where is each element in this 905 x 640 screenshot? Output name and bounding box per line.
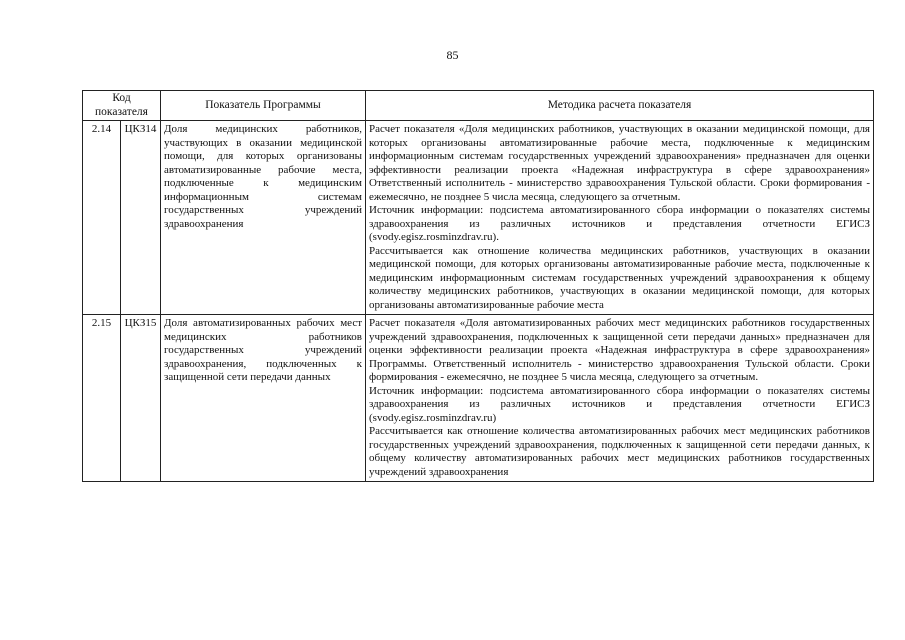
method-paragraph: Рассчитывается как отношение количества медицинских работников, участвующих в оказании медицинской помощи, для которых организованы автоматизированные рабочие места, подключенные к медицинским информационным системам государственных учреждений здравоохранения к общему количеству медицинских работников, участвующих в оказании медицинской помощи, для которых организованы автоматизированные рабочие места <box>369 244 870 311</box>
method-cell <box>366 121 874 315</box>
method-paragraph: Расчет показателя «Доля медицинских работников, участвующих в оказании медицинской помощи, для которых организованы автоматизированные рабочие места, подключенные к медицинским информационным системам государственных учреждений здравоохранения» предназначен для оценки эффективности реализации проекта «Надежная инфраструктура в сфере здравоохранения» Ответственный исполнитель - министерство здравоохранения Тульской области. Сроки формирования - ежемесячно, не позднее 5 числа месяца, следующего за отчетным. <box>369 123 870 203</box>
header-code: Код показателя <box>83 91 161 121</box>
indicator-code: ЦКЗ15 <box>121 315 161 482</box>
method-cell <box>366 315 874 482</box>
table-row <box>83 315 874 482</box>
indicator-name: Доля автоматизированных рабочих мест медицинских работников государственных учреждений здравоохранения, подключенных к защищенной сети передачи данных <box>161 315 366 482</box>
table-row <box>83 121 874 315</box>
header-method: Методика расчета показателя <box>366 91 874 121</box>
indicator-name: Доля медицинских работников, участвующих в оказании медицинской помощи, для которых организованы автоматизированные рабочие места, подключенные к медицинским информационным системам государственных учреждений здравоохранения <box>161 121 366 315</box>
method-paragraph: Источник информации: подсистема автоматизированного сбора информации о показателях системы здравоохранения из различных источников и представления отчетности ЕГИСЗ (svody.egisz.rosminzdrav.ru). <box>369 204 870 243</box>
row-number: 2.14 <box>83 121 121 315</box>
indicator-code: ЦКЗ14 <box>121 121 161 315</box>
indicators-table <box>82 90 874 482</box>
row-number: 2.15 <box>83 315 121 482</box>
table-header-row <box>83 91 874 121</box>
method-paragraph: Рассчитывается как отношение количества автоматизированных рабочих мест медицинских работников государственных учреждений здравоохранения, подключенных к защищенной сети передачи данных, к общему количеству автоматизированных рабочих мест медицинских работников государственных учреждений здравоохранения <box>369 425 870 478</box>
method-paragraph: Источник информации: подсистема автоматизированного сбора информации о показателях системы здравоохранения из различных источников и представления отчетности ЕГИСЗ (svody.egisz.rosminzdrav.ru) <box>369 384 870 424</box>
page-number: 85 <box>446 48 459 62</box>
header-indicator: Показатель Программы <box>161 91 366 121</box>
method-paragraph: Расчет показателя «Доля автоматизированных рабочих мест медицинских работников государственных учреждений здравоохранения, подключенных к защищенной сети передачи данных» предназначен для оценки эффективности реализации проекта «Надежная инфраструктура в сфере здравоохранения» Программы. Ответственный исполнитель - министерство здравоохранения Тульской области. Сроки формирования - ежемесячно, не позднее 5 числа месяца, следующего за отчетным. <box>369 317 870 383</box>
